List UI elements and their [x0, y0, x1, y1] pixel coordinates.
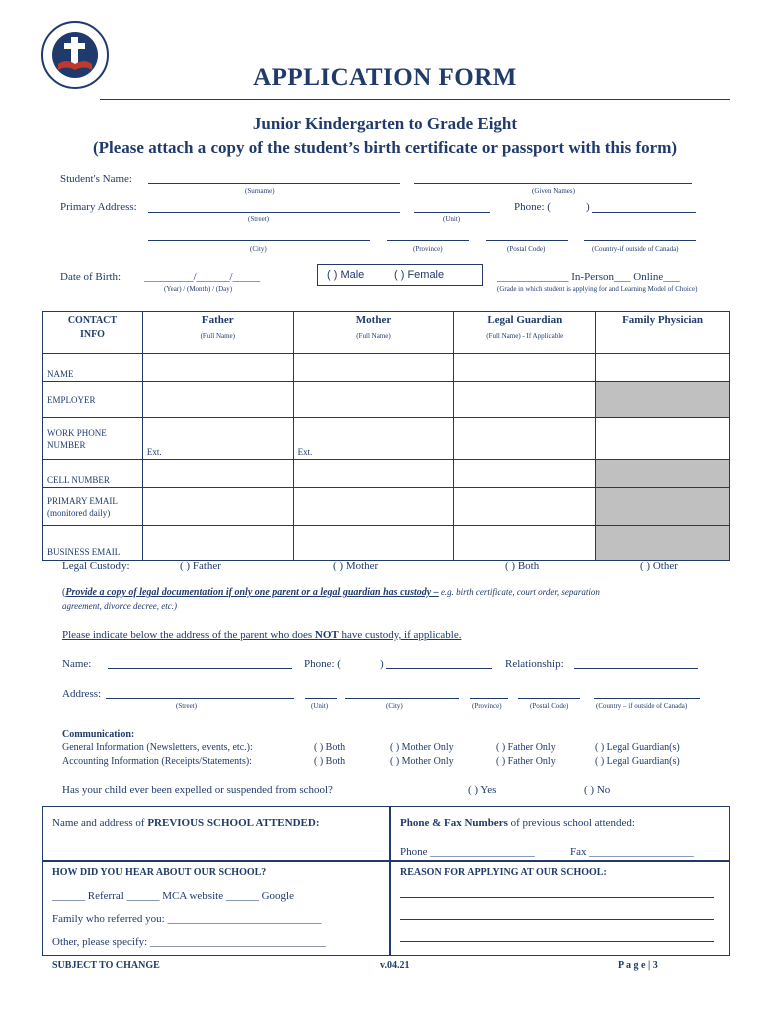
title-rule	[100, 99, 730, 100]
city-hint: (City)	[250, 245, 267, 253]
guardian-name-cell[interactable]	[454, 354, 596, 382]
street-hint: (Street)	[248, 215, 269, 223]
table-row	[43, 460, 730, 488]
prev-phonefax-label	[400, 817, 635, 829]
dob-hint: (Year) / (Month) / (Day)	[164, 285, 233, 293]
guardian-work-phone-cell[interactable]	[454, 418, 596, 460]
contact-table-header	[43, 312, 730, 354]
physician-email-cell	[596, 488, 730, 526]
father-name-cell[interactable]	[142, 354, 293, 382]
custody-note	[62, 587, 600, 598]
comm-general-father[interactable]: ( ) Father Only	[496, 742, 556, 753]
guardian-cell-cell[interactable]	[454, 460, 596, 488]
phonefax-post: of previous school attended:	[507, 817, 635, 829]
prev-label-pre: Name and address of	[52, 817, 148, 829]
previous-school-box	[42, 806, 390, 861]
comm-accounting-mother[interactable]: ( ) Mother Only	[390, 756, 454, 767]
intro-text: Please indicate below the address of the parent who does	[62, 629, 315, 641]
custody-note-italic: e.g. birth certificate, court order, separation	[438, 587, 600, 597]
primary-address-label: Primary Address:	[60, 201, 137, 213]
hear-options[interactable]: ______ Referral ______ MCA website ______ Google	[52, 890, 294, 902]
father-cell-cell[interactable]	[142, 460, 293, 488]
communication-title: Communication:	[62, 729, 135, 740]
row-label-business-email: BUSINESS EMAIL	[43, 526, 143, 561]
nc-province-hint: (Province)	[472, 702, 502, 710]
grade-hint: (Grade in which student is applying for and Learning Model of Choice)	[497, 285, 698, 293]
physician-column-header: Family Physician	[596, 312, 730, 354]
unit-field[interactable]	[414, 200, 490, 213]
mother-column-header: Mother (Full Name)	[293, 312, 454, 354]
custody-other[interactable]: ( ) Other	[640, 560, 678, 572]
reason-line-3[interactable]	[400, 932, 714, 942]
comm-general-mother[interactable]: ( ) Mother Only	[390, 742, 454, 753]
father-employer-cell[interactable]	[142, 382, 293, 418]
form-title: APPLICATION FORM	[253, 64, 517, 91]
table-row	[43, 526, 730, 561]
nc-city-hint: (City)	[386, 702, 403, 710]
nc-relationship-field[interactable]	[574, 656, 698, 669]
ext-label: Ext.	[297, 447, 313, 457]
nc-name-field[interactable]	[108, 656, 292, 669]
mother-work-phone-cell[interactable]	[293, 418, 454, 460]
nc-phone-field[interactable]	[386, 656, 492, 669]
table-row	[43, 354, 730, 382]
mother-employer-cell[interactable]	[293, 382, 454, 418]
dob-label: Date of Birth:	[60, 271, 122, 283]
postal-field[interactable]	[486, 228, 568, 241]
comm-general-guardian[interactable]: ( ) Legal Guardian(s)	[595, 742, 680, 753]
comm-general-label: General Information (Newsletters, events, etc.):	[62, 742, 253, 753]
contact-info-header: CONTACT INFO	[43, 312, 143, 354]
subtitle-attach: (Please attach a copy of the student’s birth certificate or passport with this form)	[92, 138, 678, 157]
nc-province-field[interactable]	[470, 686, 508, 699]
nc-address-label: Address:	[62, 688, 102, 700]
phone-label: Phone: (	[514, 201, 551, 213]
unit-hint: (Unit)	[443, 215, 461, 223]
guardian-employer-cell[interactable]	[454, 382, 596, 418]
guardian-business-email-cell[interactable]	[454, 526, 596, 561]
intro-not: NOT	[314, 629, 339, 641]
guardian-column-header: Legal Guardian (Full Name) - If Applicable	[454, 312, 596, 354]
physician-cell-cell	[596, 460, 730, 488]
surname-field[interactable]	[148, 171, 400, 184]
father-work-phone-cell[interactable]	[142, 418, 293, 460]
prev-label-bold: PREVIOUS SCHOOL ATTENDED:	[147, 817, 320, 829]
father-email-cell[interactable]	[142, 488, 293, 526]
noncustodial-intro	[62, 629, 461, 641]
given-names-hint: (Given Names)	[532, 187, 575, 195]
nc-phone-close: )	[380, 658, 384, 670]
province-hint: (Province)	[413, 245, 443, 253]
custody-father[interactable]: ( ) Father	[180, 560, 221, 572]
reason-line-1[interactable]	[400, 888, 714, 898]
comm-accounting-father[interactable]: ( ) Father Only	[496, 756, 556, 767]
phone-field[interactable]	[592, 200, 696, 213]
hear-title: HOW DID YOU HEAR ABOUT OUR SCHOOL?	[52, 867, 267, 878]
nc-street-hint: (Street)	[176, 702, 197, 710]
subtitle-grades: Junior Kindergarten to Grade Eight	[252, 114, 518, 133]
custody-both[interactable]: ( ) Both	[505, 560, 540, 572]
city-field[interactable]	[148, 228, 370, 241]
mother-name-cell[interactable]	[293, 354, 454, 382]
expelled-question: Has your child ever been expelled or suspended from school?	[62, 784, 333, 796]
nc-country-field[interactable]	[594, 686, 700, 699]
intro-text-post: have custody, if applicable.	[338, 629, 462, 641]
open-paren: (	[62, 587, 66, 598]
nc-relationship-label: Relationship:	[505, 658, 564, 670]
hear-referred[interactable]: Family who referred you: ____________________________	[52, 913, 322, 925]
nc-city-field[interactable]	[345, 686, 459, 699]
footer-version: v.04.21	[380, 960, 410, 971]
expelled-no[interactable]: ( ) No	[584, 784, 611, 796]
physician-name-cell[interactable]	[596, 354, 730, 382]
nc-unit-field[interactable]	[305, 686, 337, 699]
footer-left: SUBJECT TO CHANGE	[52, 960, 160, 971]
female-option[interactable]: ( ) Female	[394, 269, 445, 281]
given-names-field[interactable]	[414, 171, 692, 184]
father-column-header: Father (Full Name)	[142, 312, 293, 354]
reason-title: REASON FOR APPLYING AT OUR SCHOOL:	[400, 867, 607, 878]
nc-postal-field[interactable]	[518, 686, 580, 699]
previous-school-label[interactable]	[52, 817, 319, 829]
prev-fax-field[interactable]: Fax ___________________	[570, 846, 694, 858]
father-business-email-cell[interactable]	[142, 526, 293, 561]
row-label-employer: EMPLOYER	[43, 382, 143, 418]
comm-accounting-both[interactable]: ( ) Both	[314, 756, 346, 767]
mother-cell-cell[interactable]	[293, 460, 454, 488]
nc-unit-hint: (Unit)	[311, 702, 329, 710]
guardian-email-cell[interactable]	[454, 488, 596, 526]
grade-field[interactable]: _____________ In-Person___ Online___	[497, 271, 680, 283]
custody-note-bold: Provide a copy of legal documentation if only one parent or a legal guardian has custody –	[65, 587, 439, 598]
custody-note-line2: agreement, divorce decree, etc.)	[62, 601, 177, 611]
comm-general-both[interactable]: ( ) Both	[314, 742, 346, 753]
row-label-cell: CELL NUMBER	[43, 460, 143, 488]
custody-mother[interactable]: ( ) Mother	[333, 560, 379, 572]
postal-hint: (Postal Code)	[507, 245, 546, 253]
physician-work-phone-cell[interactable]	[596, 418, 730, 460]
ext-label: Ext.	[146, 447, 162, 457]
hear-other[interactable]: Other, please specify: ________________________________	[52, 936, 326, 948]
comm-accounting-label: Accounting Information (Receipts/Statements):	[62, 756, 252, 767]
nc-phone-label: Phone: (	[304, 658, 341, 670]
contact-table	[42, 311, 730, 561]
expelled-yes[interactable]: ( ) Yes	[468, 784, 497, 796]
comm-accounting-guardian[interactable]: ( ) Legal Guardian(s)	[595, 756, 680, 767]
table-row	[43, 488, 730, 526]
dob-field[interactable]: _________/______/_____	[144, 271, 261, 283]
reason-line-2[interactable]	[400, 910, 714, 920]
table-row	[43, 382, 730, 418]
nc-country-hint: (Country – if outside of Canada)	[596, 702, 688, 710]
phonefax-bold: Phone & Fax Numbers	[400, 817, 508, 829]
physician-business-email-cell	[596, 526, 730, 561]
footer-page: P a g e | 3	[618, 960, 658, 971]
prev-phone-field[interactable]: Phone ___________________	[400, 846, 535, 858]
row-label-primary-email: PRIMARY EMAIL (monitored daily)	[43, 488, 143, 526]
physician-employer-cell	[596, 382, 730, 418]
nc-name-label: Name:	[62, 658, 92, 670]
male-option[interactable]: ( ) Male	[327, 269, 365, 281]
custody-label: Legal Custody:	[62, 560, 130, 572]
country-field[interactable]	[584, 228, 696, 241]
nc-postal-hint: (Postal Code)	[530, 702, 569, 710]
mother-email-cell[interactable]	[293, 488, 454, 526]
country-hint: (Country-if outside of Canada)	[592, 245, 679, 253]
phone-close: )	[586, 201, 590, 213]
province-field[interactable]	[387, 228, 469, 241]
street-field[interactable]	[148, 200, 400, 213]
nc-street-field[interactable]	[106, 686, 294, 699]
row-label-name: NAME	[43, 354, 143, 382]
mother-business-email-cell[interactable]	[293, 526, 454, 561]
row-label-work-phone: WORK PHONE NUMBER	[43, 418, 143, 460]
student-name-label: Student's Name:	[60, 173, 132, 185]
surname-hint: (Surname)	[245, 187, 275, 195]
table-row	[43, 418, 730, 460]
